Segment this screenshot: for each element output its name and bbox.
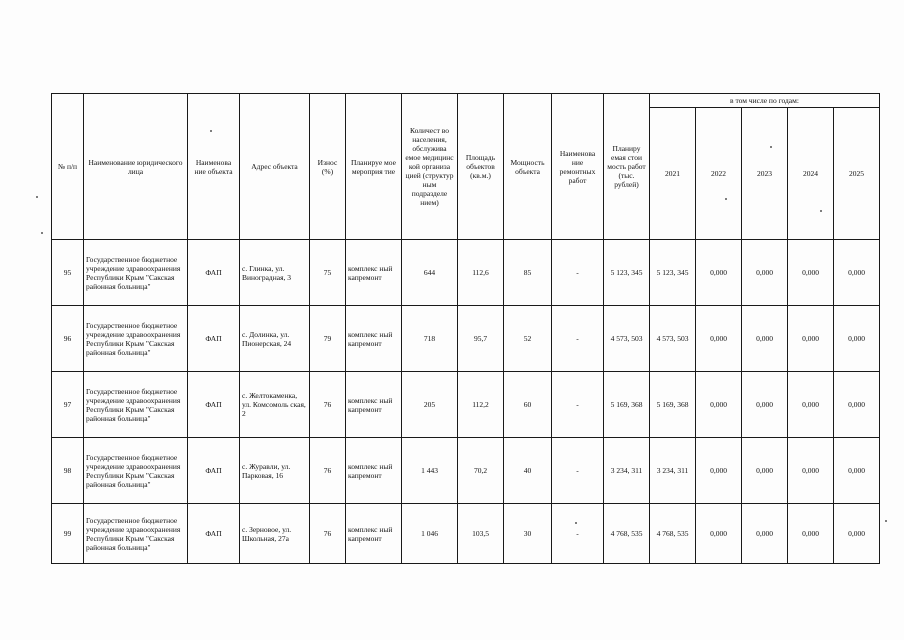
cell-object-name: ФАП bbox=[188, 240, 240, 306]
scan-speck bbox=[885, 520, 887, 522]
table-row bbox=[52, 240, 880, 306]
cell-year-2023: 0,000 bbox=[742, 504, 788, 564]
cell-year-2023: 0,000 bbox=[742, 372, 788, 438]
cell-repair-name: - bbox=[552, 372, 604, 438]
cell-population: 1 443 bbox=[402, 438, 458, 504]
header-planned-event: Планируе мое мероприя тие bbox=[346, 94, 402, 240]
cell-repair-name: - bbox=[552, 438, 604, 504]
cell-capacity: 40 bbox=[504, 438, 552, 504]
cell-address: с. Глинка, ул. Виноградная, 3 bbox=[240, 240, 310, 306]
cell-wear: 76 bbox=[310, 438, 346, 504]
cell-population: 1 046 bbox=[402, 504, 458, 564]
cell-year-2022: 0,000 bbox=[696, 504, 742, 564]
cell-year-2022: 0,000 bbox=[696, 240, 742, 306]
cell-planned-event: комплекс ный капремонт bbox=[346, 438, 402, 504]
cell-area: 103,5 bbox=[458, 504, 504, 564]
cell-legal-entity: Государственное бюджетное учреждение здравоохранения Республики Крым "Сакская районная больница" bbox=[84, 438, 188, 504]
cell-year-2021: 5 123, 345 bbox=[650, 240, 696, 306]
cell-year-2024: 0,000 bbox=[788, 504, 834, 564]
cell-legal-entity: Государственное бюджетное учреждение здравоохранения Республики Крым "Сакская районная больница" bbox=[84, 240, 188, 306]
header-repair-name: Наименова ние ремонтных работ bbox=[552, 94, 604, 240]
cell-population: 644 bbox=[402, 240, 458, 306]
cell-year-2021: 5 169, 368 bbox=[650, 372, 696, 438]
cell-year-2024: 0,000 bbox=[788, 240, 834, 306]
header-by-years: в том числе по годам: bbox=[650, 94, 880, 108]
cell-legal-entity: Государственное бюджетное учреждение здравоохранения Республики Крым "Сакская районная больница" bbox=[84, 504, 188, 564]
header-object-name: Наименова ние объекта bbox=[188, 94, 240, 240]
table-row bbox=[52, 438, 880, 504]
scan-speck bbox=[770, 146, 772, 148]
header-year-2024: 2024 bbox=[788, 108, 834, 240]
table-row bbox=[52, 372, 880, 438]
cell-object-name: ФАП bbox=[188, 306, 240, 372]
cell-address: с. Журавли, ул. Парковая, 16 bbox=[240, 438, 310, 504]
cell-legal-entity: Государственное бюджетное учреждение здравоохранения Республики Крым "Сакская районная больница" bbox=[84, 306, 188, 372]
cell-planned-cost: 3 234, 311 bbox=[604, 438, 650, 504]
cell-year-2023: 0,000 bbox=[742, 240, 788, 306]
cell-num: 95 bbox=[52, 240, 84, 306]
header-year-2025: 2025 bbox=[834, 108, 880, 240]
cell-object-name: ФАП bbox=[188, 372, 240, 438]
cell-address: с. Долинка, ул. Пионерская, 24 bbox=[240, 306, 310, 372]
cell-year-2024: 0,000 bbox=[788, 438, 834, 504]
header-year-2021: 2021 bbox=[650, 108, 696, 240]
cell-object-name: ФАП bbox=[188, 504, 240, 564]
cell-wear: 75 bbox=[310, 240, 346, 306]
scan-speck bbox=[36, 196, 38, 198]
cell-num: 98 bbox=[52, 438, 84, 504]
cell-year-2025: 0,000 bbox=[834, 504, 880, 564]
cell-planned-event: комплекс ный капремонт bbox=[346, 306, 402, 372]
cell-planned-cost: 5 169, 368 bbox=[604, 372, 650, 438]
cell-planned-cost: 4 573, 503 bbox=[604, 306, 650, 372]
cell-num: 99 bbox=[52, 504, 84, 564]
header-legal-entity: Наименование юридического лица bbox=[84, 94, 188, 240]
header-row-years bbox=[52, 94, 880, 108]
header-year-2023: 2023 bbox=[742, 108, 788, 240]
cell-planned-cost: 5 123, 345 bbox=[604, 240, 650, 306]
header-address: Адрес объекта bbox=[240, 94, 310, 240]
header-population: Количест во населения, обслужива емое медицинс кой организа цией (структур ным подразделе нием) bbox=[402, 94, 458, 240]
cell-area: 112,2 bbox=[458, 372, 504, 438]
table-row bbox=[52, 306, 880, 372]
header-planned-cost: Планиру емая стои мость работ (тыс. рублей) bbox=[604, 94, 650, 240]
cell-capacity: 52 bbox=[504, 306, 552, 372]
scan-speck bbox=[210, 130, 212, 132]
cell-year-2021: 4 768, 535 bbox=[650, 504, 696, 564]
scan-speck bbox=[575, 522, 577, 524]
cell-num: 97 bbox=[52, 372, 84, 438]
header-num: № п/п bbox=[52, 94, 84, 240]
cell-wear: 79 bbox=[310, 306, 346, 372]
cell-area: 70,2 bbox=[458, 438, 504, 504]
cell-year-2025: 0,000 bbox=[834, 372, 880, 438]
cell-year-2022: 0,000 bbox=[696, 372, 742, 438]
cell-year-2025: 0,000 bbox=[834, 240, 880, 306]
cell-planned-event: комплекс ный капремонт bbox=[346, 240, 402, 306]
cell-capacity: 60 bbox=[504, 372, 552, 438]
cell-repair-name: - bbox=[552, 504, 604, 564]
cell-year-2024: 0,000 bbox=[788, 372, 834, 438]
cell-repair-name: - bbox=[552, 240, 604, 306]
cell-year-2022: 0,000 bbox=[696, 306, 742, 372]
cell-address: с. Зерновое, ул. Школьная, 27а bbox=[240, 504, 310, 564]
header-capacity: Мощность объекта bbox=[504, 94, 552, 240]
cell-year-2021: 3 234, 311 bbox=[650, 438, 696, 504]
scan-speck bbox=[41, 232, 43, 234]
cell-year-2024: 0,000 bbox=[788, 306, 834, 372]
scan-speck bbox=[820, 210, 822, 212]
cell-year-2025: 0,000 bbox=[834, 306, 880, 372]
cell-planned-event: комплекс ный капремонт bbox=[346, 504, 402, 564]
cell-year-2023: 0,000 bbox=[742, 438, 788, 504]
cell-repair-name: - bbox=[552, 306, 604, 372]
cell-population: 718 bbox=[402, 306, 458, 372]
cell-population: 205 bbox=[402, 372, 458, 438]
cell-capacity: 30 bbox=[504, 504, 552, 564]
cell-planned-event: комплекс ный капремонт bbox=[346, 372, 402, 438]
cell-year-2025: 0,000 bbox=[834, 438, 880, 504]
cell-planned-cost: 4 768, 535 bbox=[604, 504, 650, 564]
cell-wear: 76 bbox=[310, 372, 346, 438]
cell-address: с. Желтокаменка, ул. Комсомоль ская, 2 bbox=[240, 372, 310, 438]
header-year-2022: 2022 bbox=[696, 108, 742, 240]
table-row bbox=[52, 504, 880, 564]
cell-year-2021: 4 573, 503 bbox=[650, 306, 696, 372]
cell-year-2023: 0,000 bbox=[742, 306, 788, 372]
cell-area: 112,6 bbox=[458, 240, 504, 306]
cell-object-name: ФАП bbox=[188, 438, 240, 504]
scan-speck bbox=[725, 198, 727, 200]
cell-capacity: 85 bbox=[504, 240, 552, 306]
cell-year-2022: 0,000 bbox=[696, 438, 742, 504]
cell-area: 95,7 bbox=[458, 306, 504, 372]
repair-plan-table bbox=[51, 93, 880, 564]
cell-legal-entity: Государственное бюджетное учреждение здравоохранения Республики Крым "Сакская районная больница" bbox=[84, 372, 188, 438]
header-area: Площадь объектов (кв.м.) bbox=[458, 94, 504, 240]
cell-wear: 76 bbox=[310, 504, 346, 564]
cell-num: 96 bbox=[52, 306, 84, 372]
header-wear: Износ (%) bbox=[310, 94, 346, 240]
